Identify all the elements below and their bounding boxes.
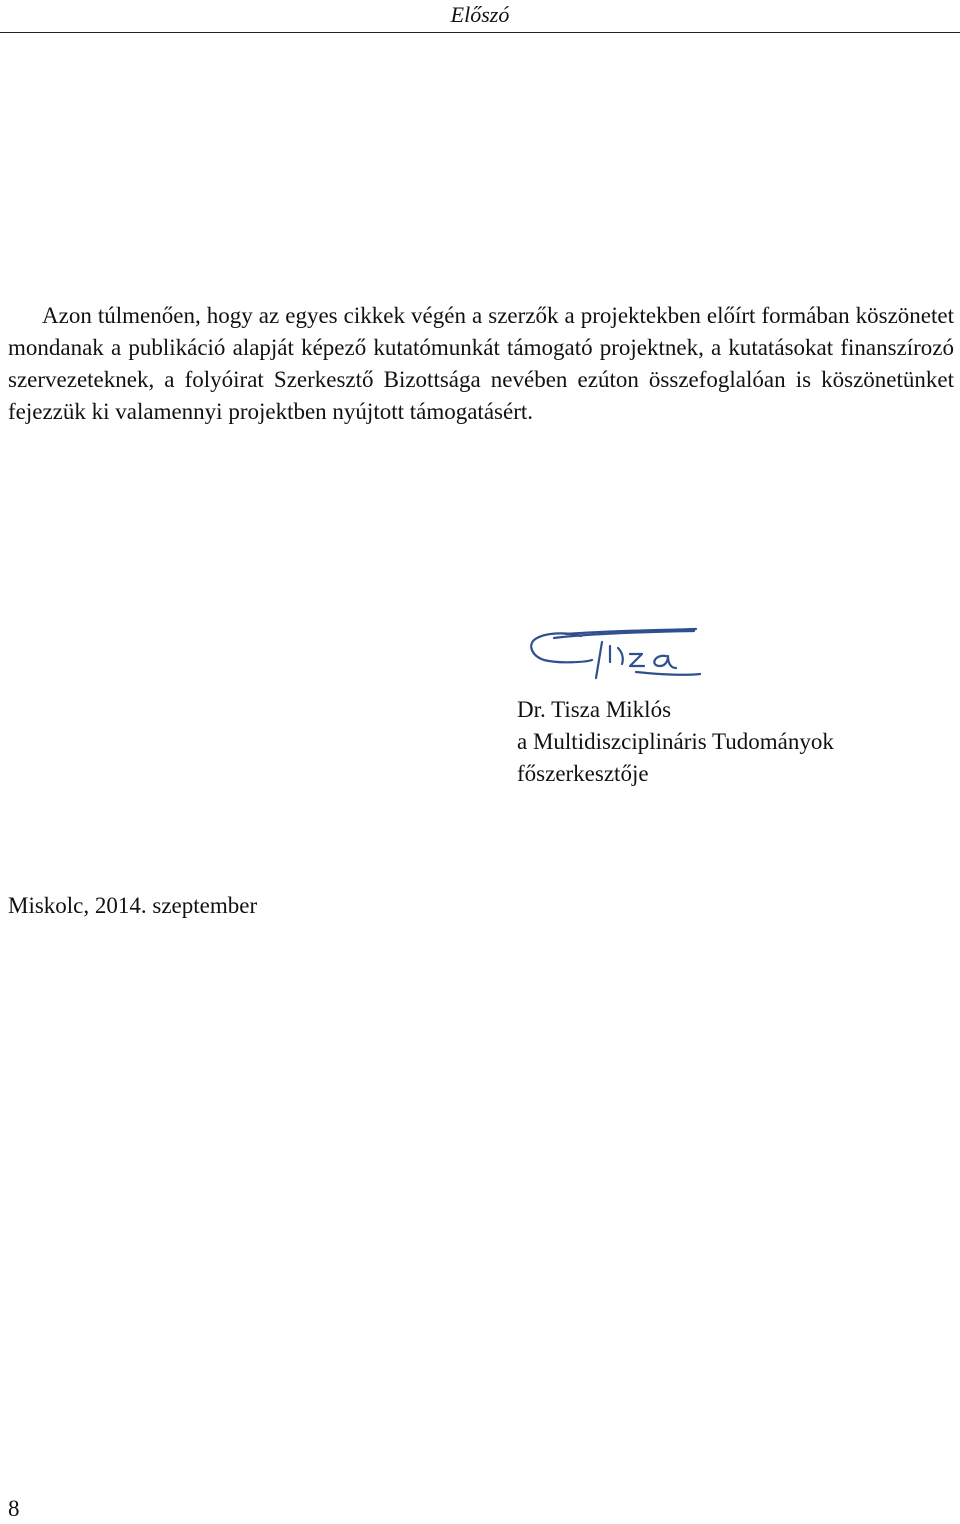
signatory-role-line2: főszerkesztője bbox=[517, 761, 649, 786]
signature-block bbox=[517, 694, 834, 790]
signatory-role-line1: a Multidiszciplináris Tudományok bbox=[517, 729, 834, 754]
place-and-date: Miskolc, 2014. szeptember bbox=[8, 893, 258, 918]
handwritten-signature bbox=[526, 622, 706, 682]
body-paragraph: Azon túlmenően, hogy az egyes cikkek végén a szerzők a projektekben előírt formában köszönetet mondanak a publikáció alapját képező kutatómunkát támogató projektnek, a kutatásokat finanszírozó szervezeteknek, a folyóirat Szerkesztő Bizottsága nevében ezúton összefoglalóan is köszönetünket fejezzük ki valamennyi projektben nyújtott támogatásért. bbox=[8, 303, 954, 424]
running-header bbox=[0, 0, 960, 33]
signatory-name: Dr. Tisza Miklós bbox=[517, 697, 672, 722]
section-title: Előszó bbox=[450, 2, 510, 27]
page-number: 8 bbox=[8, 1496, 20, 1521]
